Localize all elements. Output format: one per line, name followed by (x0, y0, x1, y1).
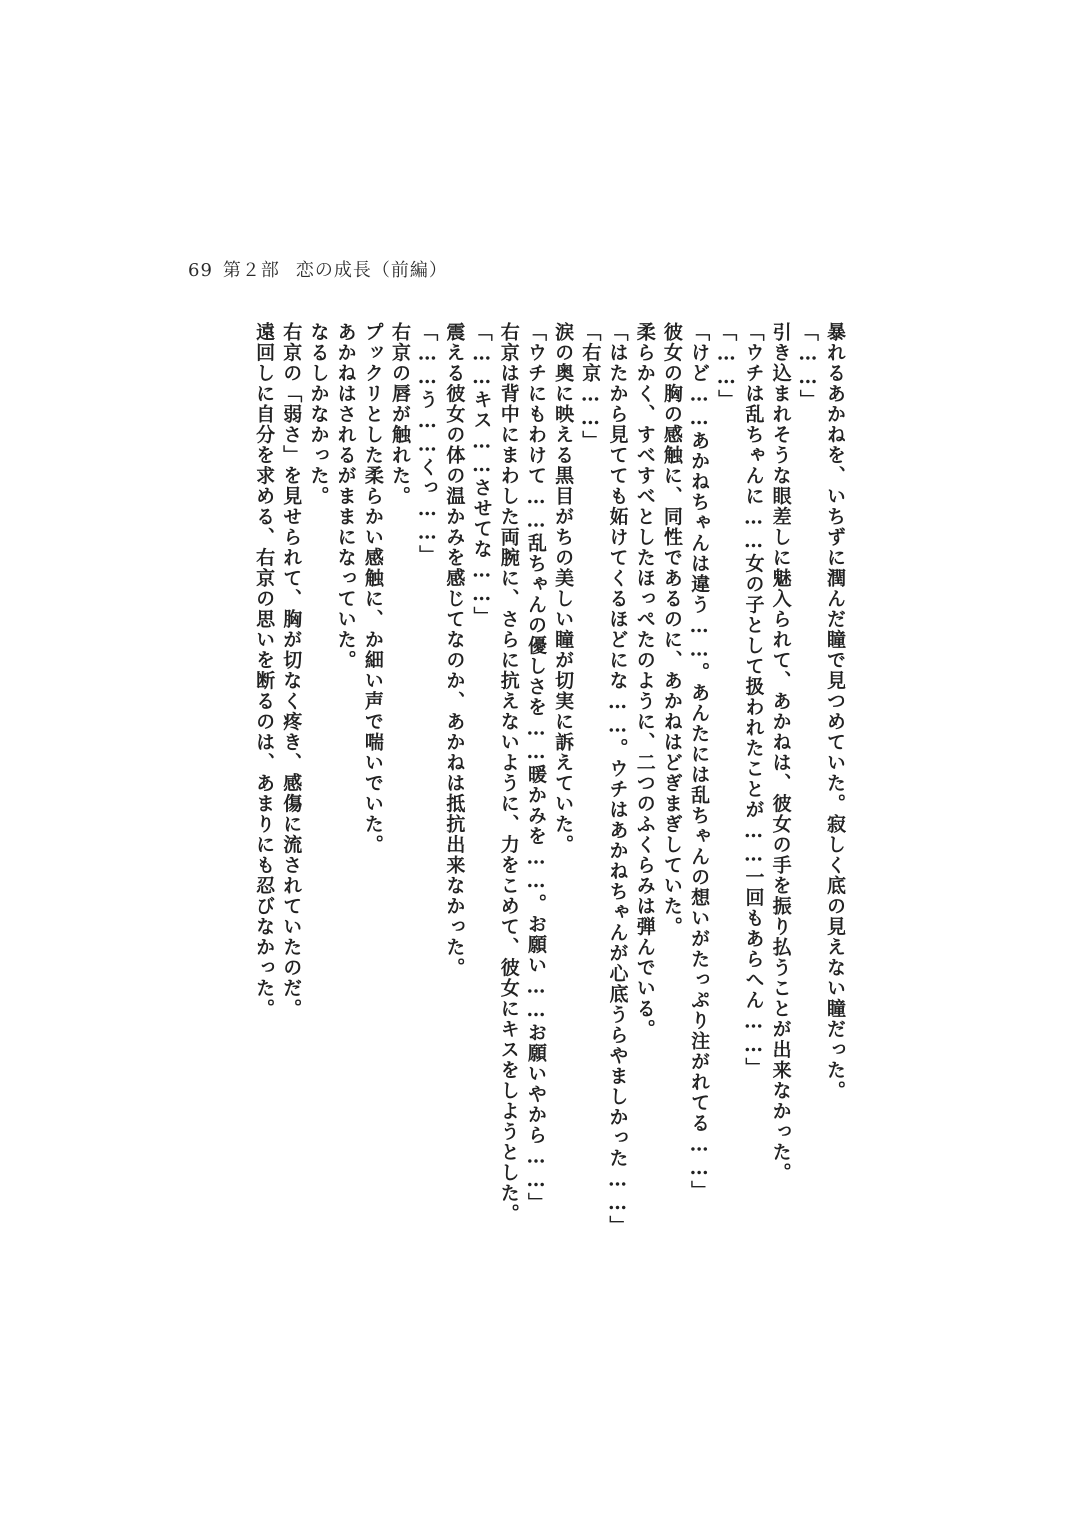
text-line: 右京の唇が触れた。 (389, 322, 411, 507)
text-line: 遠回しに自分を求める、右京の思いを断るのは、あまりにも忍びなかった。 (253, 322, 276, 1019)
text-line: 「けど……あかねちゃんは違う……。あんたには乱ちゃんの想いがたっぷり注がれてる……」 (688, 322, 711, 1201)
running-head (188, 256, 448, 282)
text-line: 「……」 (715, 322, 738, 410)
chapter-label: 第２部 (222, 260, 280, 281)
section-title: 恋の成長（前編） (295, 260, 448, 281)
text-line: 彼女の胸の感触に、同性であるのに、あかねはどぎまぎしていた。 (660, 322, 683, 937)
text-line: 右京は背中にまわした両腕に、さらに抗えないように、力をこめて、彼女にキスをしようとした。 (497, 322, 520, 1224)
text-line: 「右京……」 (579, 322, 602, 451)
text-line: 引き込まれそうな眼差しに魅入られて、あかねは、彼女の手を振り払うことが出来なかった。 (769, 322, 792, 1183)
text-line: 「……キス……させてな……」 (470, 322, 493, 627)
text-line: 右京の「弱さ」を見せられて、胸が切なく疼き、感傷に流されていたのだ。 (280, 322, 303, 1019)
vertical-text-block (246, 322, 846, 1236)
text-line: 「ウチは乱ちゃんに……女の子として扱われたことが……一回もあらへん……」 (742, 322, 765, 1078)
text-line: 「……」 (796, 322, 819, 410)
text-line: 暴れるあかねを、いちずに潤んだ瞳で見つめていた。寂しく底の見えない瞳だった。 (824, 322, 846, 1101)
text-line: プックリとした柔らかい感触に、か細い声で喘いでいた。 (361, 322, 384, 855)
text-line: 柔らかく、すべすべとしたほっぺたのように、二つのふくらみは弾んでいる。 (633, 322, 656, 1040)
text-line: 震える彼女の体の温かみを感じてなのか、あかねは抵抗出来なかった。 (443, 322, 466, 978)
text-line: 「はたから見てても妬けてくるほどにな……。ウチはあかねちゃんが心底うらやましかった……」 (606, 322, 629, 1236)
text-line: なるしかなかった。 (307, 322, 330, 507)
text-line: 「ウチにもわけて……乱ちゃんの優しさを……暖かみを……。お願い……お願いやから……」 (524, 322, 547, 1213)
page-number: 69 (188, 260, 213, 281)
text-line: 「……う……くっ……」 (416, 322, 439, 566)
text-line: 涙の奥に映える黒目がちの美しい瞳が切実に訴えていた。 (552, 322, 575, 855)
text-line: あかねはされるがままになっていた。 (334, 322, 357, 671)
